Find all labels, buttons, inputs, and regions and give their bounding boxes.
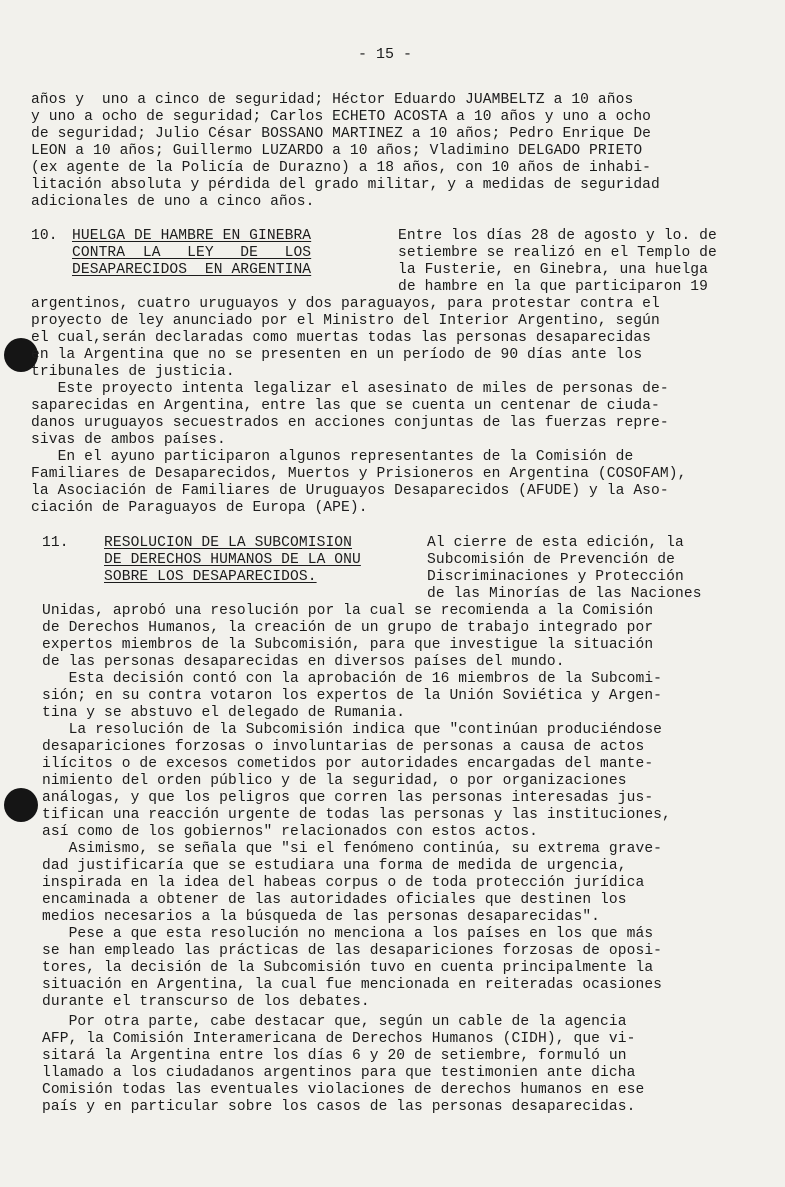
section-11-number: 11.: [42, 535, 69, 551]
section-11-body-line: Esta decisión contó con la aprobación de 16 miembros de la Subcomi-: [42, 671, 663, 687]
section-11-body-line: expertos miembros de la Subcomisión, para que investigue la situación: [42, 637, 654, 653]
section-11-heading-line: RESOLUCION DE LA SUBCOMISION: [104, 535, 353, 551]
section-10-body-line: la Asociación de Familiares de Uruguayos Desaparecidos (AFUDE) y la Aso-: [31, 483, 669, 499]
intro-line: adicionales de uno a cinco años.: [31, 194, 315, 210]
intro-line: (ex agente de la Policía de Durazno) a 18 años, con 10 años de inhabi-: [31, 160, 652, 176]
section-11-body-line: sión; en su contra votaron los expertos de la Unión Soviética y Argen-: [42, 688, 663, 704]
section-10-body-line: argentinos, cuatro uruguayos y dos paraguayos, para protestar contra el: [31, 296, 660, 312]
section-11-side-line: Al cierre de esta edición, la: [427, 535, 684, 551]
section-11-body-line: así como de los gobiernos" relacionados con estos actos.: [42, 824, 539, 840]
section-11-body-line: inspirada en la idea del habeas corpus o de toda protección jurídica: [42, 875, 645, 891]
section-11-body-line: ilícitos o de excesos cometidos por autoridades encargadas del mante-: [42, 756, 654, 772]
section-10-body-line: el cual,serán declaradas como muertas todas las personas desaparecidas: [31, 330, 652, 346]
intro-line: de seguridad; Julio César BOSSANO MARTINEZ a 10 años; Pedro Enrique De: [31, 126, 652, 142]
section-10-side-line: Entre los días 28 de agosto y lo. de: [398, 228, 717, 244]
section-10-side-line: de hambre en la que participaron 19: [398, 279, 709, 295]
section-11-body-line: Unidas, aprobó una resolución por la cual se recomienda a la Comisión: [42, 603, 654, 619]
intro-line: años y uno a cinco de seguridad; Héctor Eduardo JUAMBELTZ a 10 años: [31, 92, 634, 108]
section-11-body-line: Comisión todas las eventuales violaciones de derechos humanos en ese: [42, 1082, 645, 1098]
section-11-side-line: Discriminaciones y Protección: [427, 569, 684, 585]
section-10-body-line: Familiares de Desaparecidos, Muertos y Prisioneros en Argentina (COSOFAM),: [31, 466, 687, 482]
section-11-body-line: medios necesarios a la búsqueda de las personas desaparecidas".: [42, 909, 601, 925]
section-11-body-line: desapariciones forzosas o involuntarias de personas a causa de actos: [42, 739, 645, 755]
section-11-body-line: AFP, la Comisión Interamericana de Derechos Humanos (CIDH), que vi-: [42, 1031, 636, 1047]
section-10-body-line: proyecto de ley anunciado por el Ministro del Interior Argentino, según: [31, 313, 660, 329]
section-11-body-line: sitará la Argentina entre los días 6 y 20 de setiembre, formuló un: [42, 1048, 627, 1064]
section-10-body-line: ciación de Paraguayos de Europa (APE).: [31, 500, 368, 516]
section-10-body-line: En el ayuno participaron algunos representantes de la Comisión de: [31, 449, 634, 465]
section-10-number: 10.: [31, 228, 58, 244]
section-11-body-line: encaminada a obtener de las autoridades oficiales que destinen los: [42, 892, 627, 908]
section-10-side-line: setiembre se realizó en el Templo de: [398, 245, 717, 261]
section-11-body-line: país y en particular sobre los casos de las personas desaparecidas.: [42, 1099, 636, 1115]
section-10-body-line: en la Argentina que no se presenten en un período de 90 días ante los: [31, 347, 643, 363]
section-11-side-line: Subcomisión de Prevención de: [427, 552, 676, 568]
section-11-body-line: de Derechos Humanos, la creación de un grupo de trabajo integrado por: [42, 620, 654, 636]
section-10-body-line: tribunales de justicia.: [31, 364, 235, 380]
section-11-body-line: Por otra parte, cabe destacar que, según un cable de la agencia: [42, 1014, 627, 1030]
section-11-body-line: tifican una reacción urgente de todas las personas y las instituciones,: [42, 807, 671, 823]
section-11-heading-line: SOBRE LOS DESAPARECIDOS.: [104, 569, 317, 585]
section-10-body-line: saparecidas en Argentina, entre las que se cuenta un centenar de ciuda-: [31, 398, 660, 414]
section-11-body-line: Asimismo, se señala que "si el fenómeno continúa, su extrema grave-: [42, 841, 663, 857]
section-11-body-line: situación en Argentina, la cual fue mencionada en reiteradas ocasiones: [42, 977, 663, 993]
section-10-side-line: la Fusterie, en Ginebra, una huelga: [398, 262, 709, 278]
section-10-heading-line: CONTRA LA LEY DE LOS: [72, 245, 312, 261]
section-11-body-line: tores, la decisión de la Subcomisión tuvo en cuenta principalmente la: [42, 960, 654, 976]
page-number: - 15 -: [358, 46, 413, 63]
section-11-heading-line: DE DERECHOS HUMANOS DE LA ONU: [104, 552, 361, 568]
section-11-body-line: llamado a los ciudadanos argentinos para que testimonien ante dicha: [42, 1065, 636, 1081]
section-11-body-line: dad justificaría que se estudiara una forma de medida de urgencia,: [42, 858, 627, 874]
section-11-body-line: nimiento del orden público y de la seguridad, o por organizaciones: [42, 773, 627, 789]
section-11-body-line: La resolución de la Subcomisión indica que "continúan produciéndose: [42, 722, 663, 738]
section-10-body-line: sivas de ambos países.: [31, 432, 226, 448]
intro-line: litación absoluta y pérdida del grado militar, y a medidas de seguridad: [31, 177, 660, 193]
section-11-body-line: análogas, y que los peligros que corren las personas interesadas jus-: [42, 790, 654, 806]
section-10-body-line: danos uruguayos secuestrados en acciones conjuntas de las fuerzas repre-: [31, 415, 669, 431]
section-11-body-line: de las personas desaparecidas en diversos países del mundo.: [42, 654, 565, 670]
intro-line: y uno a ocho de seguridad; Carlos ECHETO ACOSTA a 10 años y uno a ocho: [31, 109, 652, 125]
section-10-heading-line: DESAPARECIDOS EN ARGENTINA: [72, 262, 312, 278]
intro-line: LEON a 10 años; Guillermo LUZARDO a 10 años; Vladimino DELGADO PRIETO: [31, 143, 643, 159]
section-11-side-line: de las Minorías de las Naciones: [427, 586, 702, 602]
section-11-body-line: se han empleado las prácticas de las desapariciones forzosas de oposi-: [42, 943, 663, 959]
binder-hole: [4, 788, 38, 822]
section-10-body-line: Este proyecto intenta legalizar el asesinato de miles de personas de-: [31, 381, 669, 397]
section-11-body-line: tina y se abstuvo el delegado de Rumania.: [42, 705, 406, 721]
section-11-body-line: durante el transcurso de los debates.: [42, 994, 370, 1010]
section-10-heading-line: HUELGA DE HAMBRE EN GINEBRA: [72, 228, 312, 244]
section-11-body-line: Pese a que esta resolución no menciona a los países en los que más: [42, 926, 654, 942]
